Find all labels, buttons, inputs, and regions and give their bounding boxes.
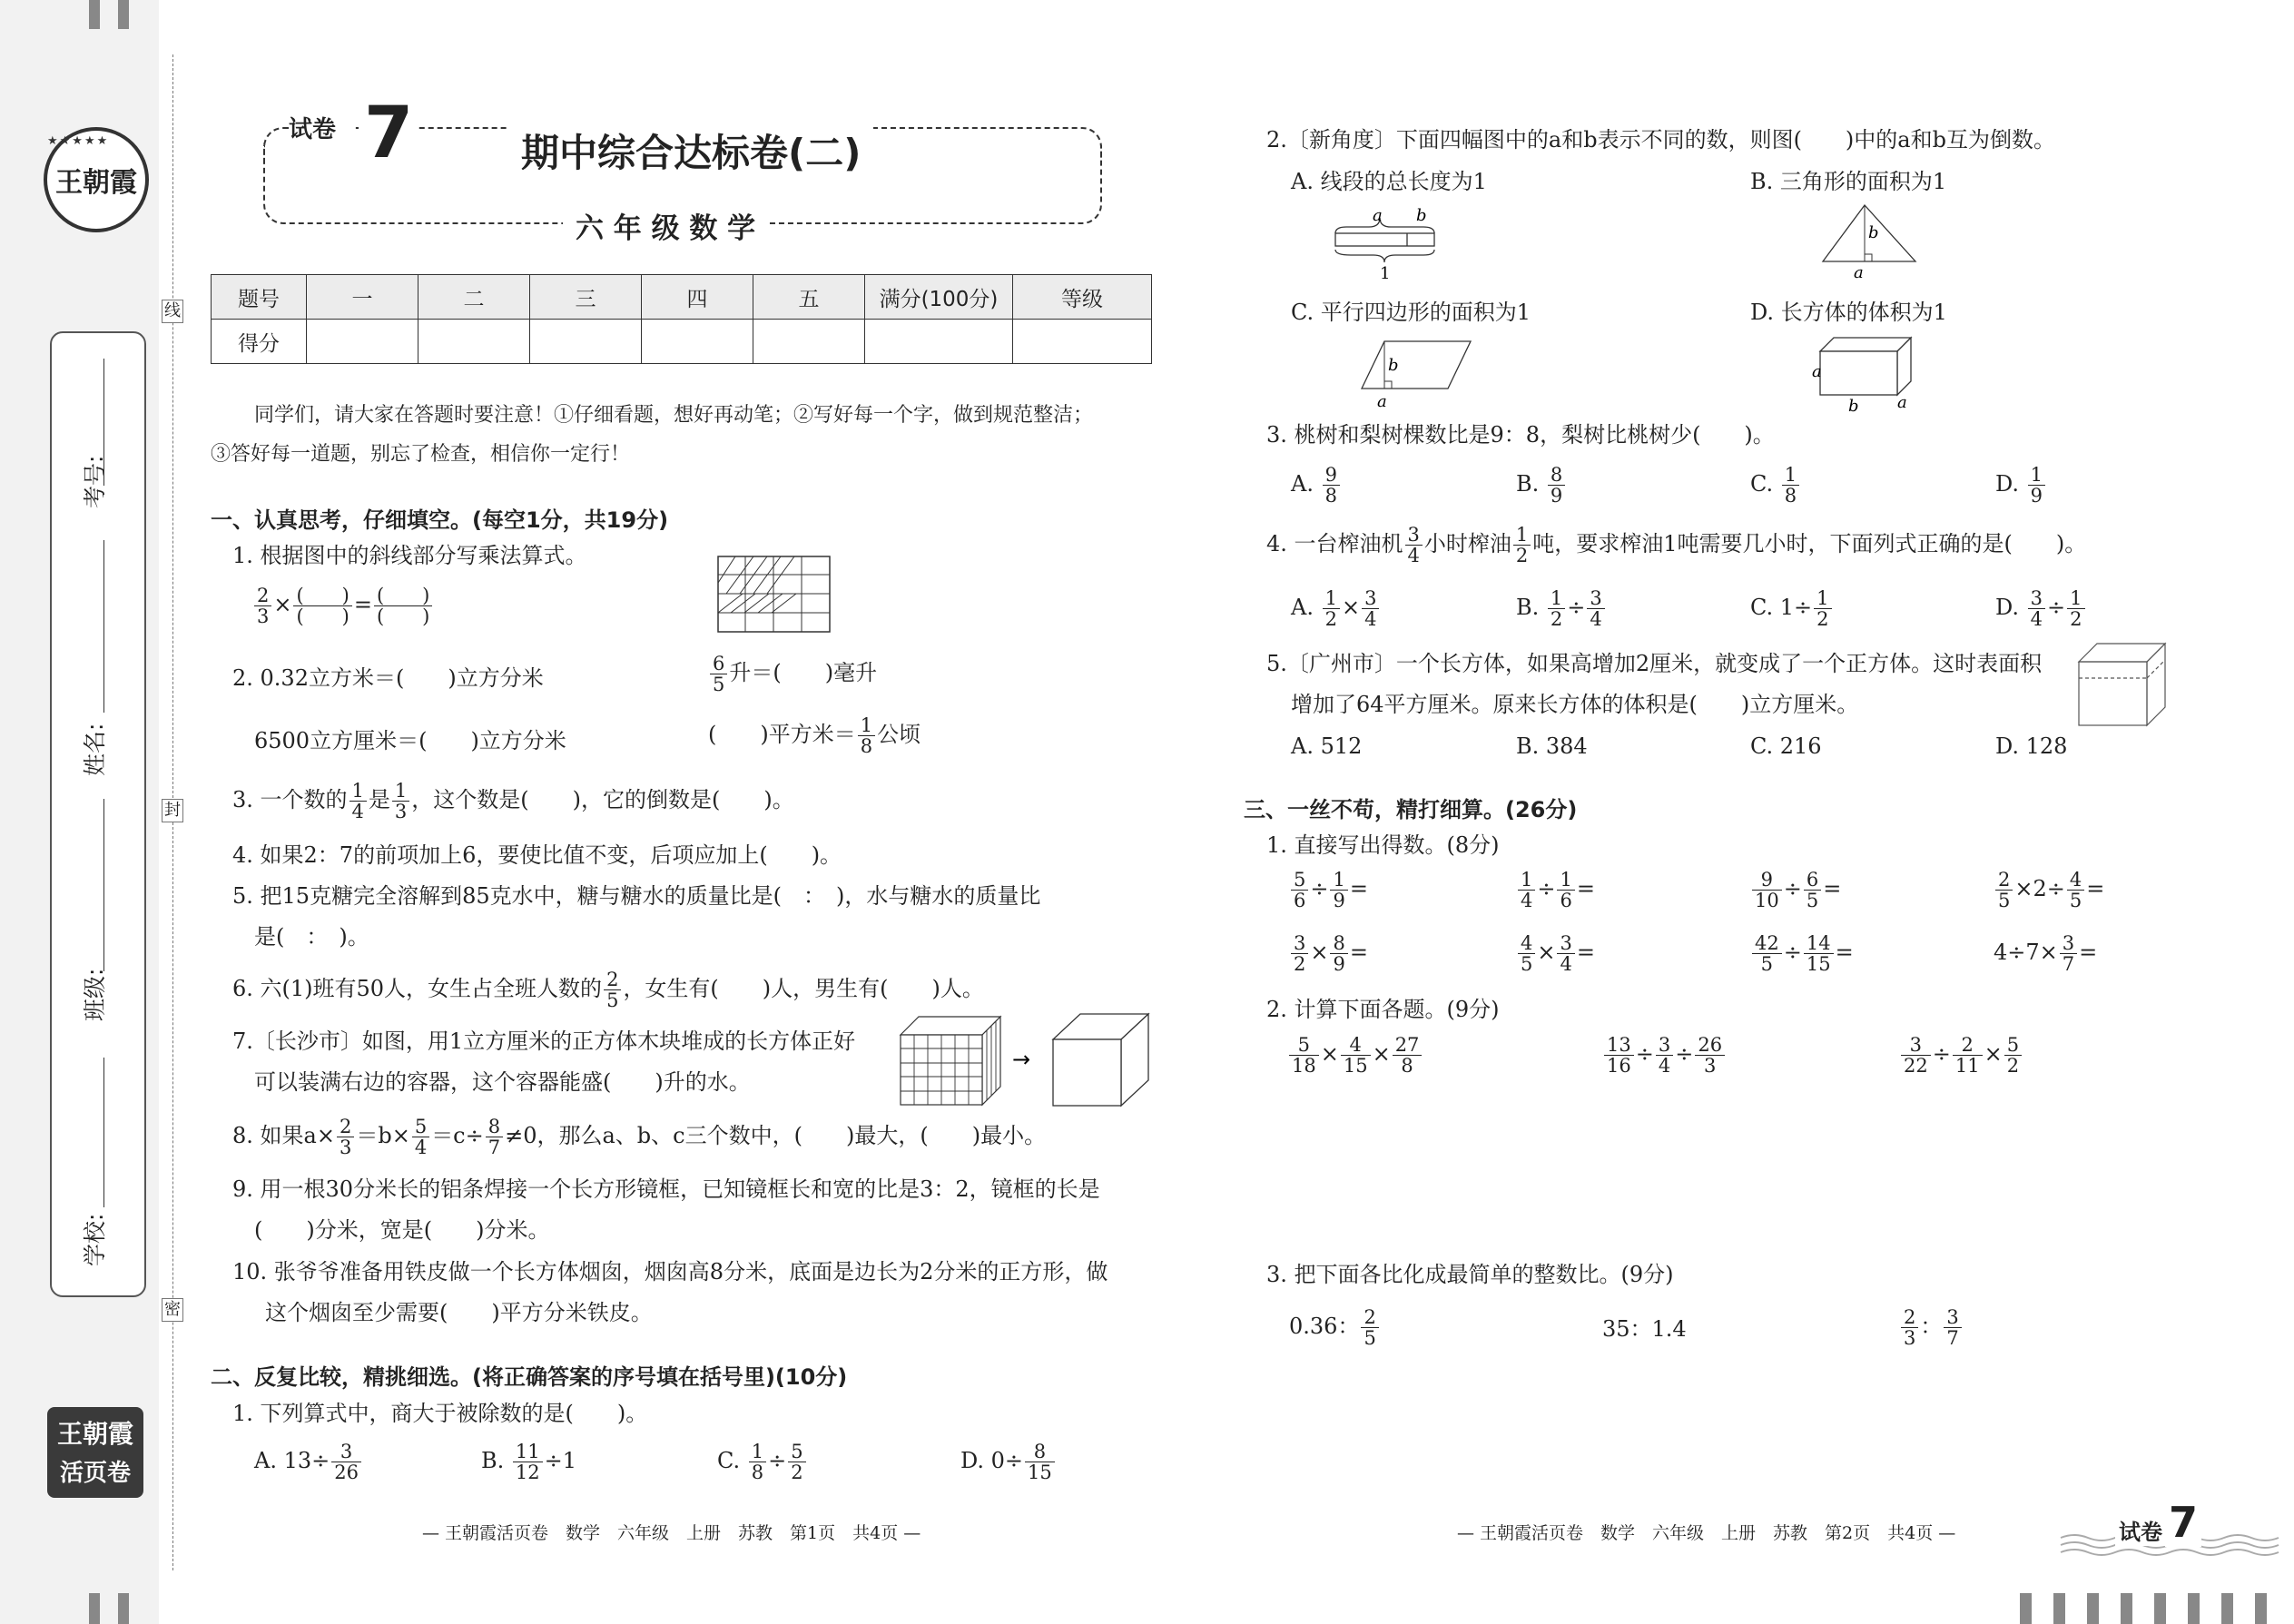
student-id-label: 考号: <box>82 455 108 508</box>
s3-q3-item: 0.36： $\frac{2}{5}$ <box>1289 1307 1381 1348</box>
section1-title: 一、认真思考，仔细填空。(每空1分，共19分) <box>211 507 669 533</box>
s2-q2-figure-triangle <box>1816 200 1925 281</box>
footer-right: — 王朝霞活页卷 数学 六年级 上册 苏教 第2页 共4页 — <box>1457 1523 1956 1543</box>
s2-q1-opt-a: A. 13÷ $\frac{3}{26}$ <box>254 1442 363 1482</box>
s1-q5a: 5. 把15克糖完全溶解到85克水中，糖与糖水的质量比是( ： )，水与糖水的质量比 <box>232 883 1041 909</box>
s2-q4-text: 小时榨油 <box>1423 531 1511 557</box>
top-stripe <box>89 0 100 29</box>
s3-q3-item: 35：1.4 <box>1602 1316 1687 1342</box>
s2-q1: 1. 下列算式中，商大于被除数的是( )。 <box>232 1401 648 1426</box>
s1-q2b: $\frac{6}{5}$ 升＝( )毫升 <box>708 654 877 694</box>
s2-q1-opt-b: B. $\frac{11}{12}$ ÷1 <box>481 1441 577 1484</box>
s1-q9b: ( )分米，宽是( )分米。 <box>254 1217 550 1243</box>
s1-q8-text: ≠0，那么a、b、c三个数中，( )最大，( )最小。 <box>505 1123 1047 1149</box>
s1-q2c: 6500立方厘米＝( )立方分米 <box>254 728 566 753</box>
s2-q5b: 增加了64平方厘米。原来长方体的体积是( )立方厘米。 <box>1291 692 1859 717</box>
bottom-stripe <box>118 1593 129 1624</box>
score-cell-head: 三 <box>530 275 642 320</box>
page-subtitle: 六 年 级 数 学 <box>563 205 768 246</box>
class-label: 班级: <box>82 968 108 1021</box>
s1-q3: 3. 一个数的 $\frac{1}{4}$ 是 $\frac{1}{3}$ ，这个数是( )，它的倒数是( )。 <box>232 780 794 823</box>
svg-text:b: b <box>1848 397 1859 416</box>
s2-q4-opt-b: B. $\frac{1}{2}$ ÷ $\frac{3}{4}$ <box>1516 588 1607 629</box>
s1-q7-cube-figures <box>899 1012 1153 1107</box>
s1-q10b: 这个烟囱至少需要( )平方分米铁皮。 <box>265 1300 653 1325</box>
svg-text:b: b <box>1388 356 1399 375</box>
intro-line1: 同学们，请大家在答题时要注意！①仔细看题，想好再动笔；②写好每一个字，做到规范整洁； <box>254 404 1094 427</box>
bottom-stripe <box>2020 1593 2032 1624</box>
s1-q1: 1. 根据图中的斜线部分写乘法算式。 <box>232 543 587 568</box>
score-input[interactable] <box>753 320 865 364</box>
s3-q2-item: $\frac{13}{16}$ ÷ $\frac{3}{4}$ ÷ $\frac{26}{3}$ <box>1602 1035 1727 1076</box>
student-name-label: 姓名: <box>82 723 108 776</box>
s2-q2-opt-a: A. 线段的总长度为1 <box>1291 169 1487 194</box>
svg-text:1: 1 <box>1380 264 1391 283</box>
exam-label: 试卷 <box>289 116 337 143</box>
s1-q1-formula: $\frac{2}{3}$ × $\frac{( )}{( )}$ = $\frac{( )}{( )}$ <box>252 586 434 626</box>
svg-text:a: a <box>1854 263 1864 282</box>
s2-q1-opt-c: C. $\frac{1}{8}$ ÷ $\frac{5}{2}$ <box>717 1442 808 1482</box>
s3-q1-item: $\frac{2}{5}$ ×2÷ $\frac{4}{5}$ = <box>1994 870 2104 910</box>
badge-line1: 王朝霞 <box>56 1419 133 1449</box>
binding-mark-fence: 密 <box>162 1298 183 1322</box>
score-input[interactable] <box>865 320 1013 364</box>
bottom-stripe <box>2221 1593 2233 1624</box>
s2-q4-text: 4. 一台榨油机 <box>1266 531 1403 557</box>
section3-title: 三、一丝不苟，精打细算。(26分) <box>1244 797 1578 822</box>
s1-q6: 6. 六(1)班有50人，女生占全班人数的 $\frac{2}{5}$ ，女生有( )人，男生有( )人。 <box>232 969 984 1012</box>
student-id-field[interactable] <box>103 359 104 486</box>
score-input[interactable] <box>1013 320 1152 364</box>
svg-text:→: → <box>1012 1047 1031 1072</box>
s1-q2d: ( )平方米＝ $\frac{1}{8}$ 公顷 <box>708 714 921 758</box>
bottom-stripe <box>2154 1593 2166 1624</box>
s1-q9a: 9. 用一根30分米长的铝条焊接一个长方形镜框，已知镜框长和宽的比是3：2，镜框的长是 <box>232 1176 1100 1202</box>
s3-q1: 1. 直接写出得数。(8分) <box>1266 832 1500 858</box>
s1-q8-text: ＝b× <box>356 1123 410 1149</box>
s2-q4-opt-a: A. $\frac{1}{2}$ × $\frac{3}{4}$ <box>1291 588 1381 629</box>
school-field[interactable] <box>103 1058 104 1207</box>
s1-q8-text: 8. 如果a× <box>232 1123 335 1149</box>
svg-text:a: a <box>1812 362 1822 381</box>
s2-q5-opt-c: C. 216 <box>1750 733 1822 759</box>
s2-q2-figure-parallelogram <box>1357 336 1475 411</box>
s3-q1-item: $\frac{42}{5}$ ÷ $\frac{14}{15}$ = <box>1750 933 1854 974</box>
s2-q2-opt-b: B. 三角形的面积为1 <box>1750 169 1947 194</box>
score-cell: 得分 <box>212 320 307 364</box>
school-label: 学校: <box>82 1213 108 1266</box>
s2-q3: 3. 桃树和梨树棵数比是9：8，梨树比桃树少( )。 <box>1266 422 1775 448</box>
score-input[interactable] <box>307 320 418 364</box>
svg-text:b: b <box>1868 223 1879 242</box>
s1-q2d-text2: 公顷 <box>877 722 921 748</box>
s2-q3-opt-b: B. $\frac{8}{9}$ <box>1516 465 1567 506</box>
s1-q8: 8. 如果a× $\frac{2}{3}$ ＝b× $\frac{5}{4}$ ＝c÷ $\frac{8}{7}$ ≠0，那么a、b、c三个数中，( )最大，( )最小。 <box>232 1116 1047 1159</box>
score-cell-head: 满分(100分) <box>865 275 1013 320</box>
binding-mark-line: 线 <box>162 300 183 323</box>
s1-q7b: 可以装满右边的容器，这个容器能盛( )升的水。 <box>254 1069 751 1095</box>
s1-q3-text: 是 <box>368 787 390 813</box>
s1-q2d-text: ( )平方米＝ <box>708 722 856 748</box>
s3-q1-item: 4÷7× $\frac{3}{7}$ = <box>1994 932 2098 976</box>
s2-q5a: 5.〔广州市〕一个长方体，如果高增加2厘米，就变成了一个正方体。这时表面积 <box>1266 651 2043 676</box>
class-field[interactable] <box>103 799 104 971</box>
bottom-stripe <box>89 1593 100 1624</box>
bottom-stripe <box>2188 1593 2200 1624</box>
s2-q5-opt-a: A. 512 <box>1291 733 1363 759</box>
intro-line2: ③答好每一道题，别忘了检查，相信你一定行！ <box>211 443 631 466</box>
svg-text:b: b <box>1416 206 1427 225</box>
s2-q2-figure-segment <box>1333 204 1442 281</box>
exam-number: 7 <box>359 98 418 169</box>
s2-q2-opt-c: C. 平行四边形的面积为1 <box>1291 300 1531 325</box>
s3-q1-item: $\frac{1}{4}$ ÷ $\frac{1}{6}$ = <box>1516 870 1595 910</box>
s2-q2-opt-d: D. 长方体的体积为1 <box>1750 300 1947 325</box>
s3-q2-item: $\frac{5}{18}$ × $\frac{4}{15}$ × $\frac{27}{8}$ <box>1287 1035 1423 1076</box>
s2-q1-opt-d: D. 0÷ $\frac{8}{15}$ <box>960 1442 1057 1482</box>
s3-q1-item: $\frac{9}{10}$ ÷ $\frac{6}{5}$ = <box>1750 870 1841 910</box>
s2-q4-opt-c: C. 1÷ $\frac{1}{2}$ <box>1750 588 1834 629</box>
s2-q5-opt-d: D. 128 <box>1995 733 2068 759</box>
top-stripe <box>118 0 129 29</box>
s1-q2b-text: 升＝( )毫升 <box>729 660 878 686</box>
s3-q1-item: $\frac{5}{6}$ ÷ $\frac{1}{9}$ = <box>1289 870 1368 910</box>
section2-title: 二、反复比较，精挑细选。(将正确答案的序号填在括号里)(10分) <box>211 1364 848 1390</box>
score-cell-head: 等级 <box>1013 275 1152 320</box>
bottom-stripe <box>2053 1593 2065 1624</box>
s1-q6-text: 6. 六(1)班有50人，女生占全班人数的 <box>232 976 603 1002</box>
score-table <box>211 274 1152 364</box>
s3-q2: 2. 计算下面各题。(9分) <box>1266 997 1500 1022</box>
s2-q2: 2.〔新角度〕下面四幅图中的a和b表示不同的数，则图( )中的a和b互为倒数。 <box>1266 127 2055 153</box>
bottom-stripe <box>2121 1593 2132 1624</box>
score-input[interactable] <box>418 320 530 364</box>
score-cell-head: 四 <box>642 275 753 320</box>
s3-q1-item: $\frac{3}{2}$ × $\frac{8}{9}$ = <box>1289 933 1368 974</box>
s1-q5b: 是( ： )。 <box>254 924 369 950</box>
s1-q8-text: ＝c÷ <box>431 1123 484 1149</box>
bottom-stripe <box>2087 1593 2099 1624</box>
badge-line2: 活页卷 <box>59 1460 131 1487</box>
s1-q3-text: 3. 一个数的 <box>232 787 348 813</box>
s3-q3: 3. 把下面各比化成最简单的整数比。(9分) <box>1266 1262 1674 1287</box>
s3-q2-item: $\frac{3}{22}$ ÷ $\frac{2}{11}$ × $\frac{5}{2}$ <box>1899 1035 2023 1076</box>
svg-text:a: a <box>1373 206 1383 225</box>
s1-q4: 4. 如果2：7的前项加上6，要使比值不变，后项应加上( )。 <box>232 842 842 868</box>
star-row-icon: ★★★★★ <box>47 134 110 148</box>
s3-q3-item: $\frac{2}{3}$ ： $\frac{3}{7}$ <box>1899 1307 1964 1348</box>
s1-q2a: 2. 0.32立方米＝( )立方分米 <box>232 665 544 691</box>
s2-q5-cube-figure <box>2074 640 2170 731</box>
s2-q3-opt-a: A. $\frac{9}{8}$ <box>1291 465 1342 506</box>
student-name-field[interactable] <box>103 540 104 713</box>
s1-q7a: 7.〔长沙市〕如图，用1立方厘米的正方体木块堆成的长方体正好 <box>232 1029 856 1054</box>
s2-q4-opt-d: D. $\frac{3}{4}$ ÷ $\frac{1}{2}$ <box>1995 588 2087 629</box>
svg-text:a: a <box>1897 393 1907 412</box>
bottom-stripe <box>2255 1593 2267 1624</box>
score-input[interactable] <box>642 320 753 364</box>
s1-q3-text: ，这个数是( )，它的倒数是( )。 <box>411 787 794 813</box>
binding-mark-seal: 封 <box>162 799 183 822</box>
score-cell-head: 五 <box>753 275 865 320</box>
s1-q6-text: ，女生有( )人，男生有( )人。 <box>623 976 984 1002</box>
footer-left: — 王朝霞活页卷 数学 六年级 上册 苏教 第1页 共4页 — <box>422 1523 921 1543</box>
exam-label-badge <box>289 111 352 151</box>
page-title: 期中综合达标卷(二) <box>508 123 873 178</box>
score-input[interactable] <box>530 320 642 364</box>
score-cell-head: 题号 <box>212 275 307 320</box>
brand-logo-text: 王朝霞 <box>55 167 137 199</box>
s2-q4: 4. 一台榨油机 $\frac{3}{4}$ 小时榨油 $\frac{1}{2}$ 吨，要求榨油1吨需要几小时，下面列式正确的是( )。 <box>1266 524 2087 567</box>
score-cell-head: 二 <box>418 275 530 320</box>
s2-q4-text: 吨，要求榨油1吨需要几小时，下面列式正确的是( )。 <box>1532 531 2087 557</box>
footer-exam-number: 7 <box>2165 1498 2201 1547</box>
s2-q5-opt-b: B. 384 <box>1516 733 1588 759</box>
s1-q1-grid-figure <box>717 556 831 633</box>
score-cell-head: 一 <box>307 275 418 320</box>
s2-q3-opt-c: C. $\frac{1}{8}$ <box>1750 465 1801 506</box>
svg-text:a: a <box>1377 392 1387 411</box>
footer-exam-label: 试卷 <box>2115 1514 2166 1546</box>
s2-q3-opt-d: D. $\frac{1}{9}$ <box>1995 465 2047 506</box>
brand-badge <box>47 1407 143 1498</box>
s3-q1-item: $\frac{4}{5}$ × $\frac{3}{4}$ = <box>1516 933 1595 974</box>
s2-q2-figure-cuboid <box>1812 331 1929 416</box>
s1-q10a: 10. 张爷爷准备用铁皮做一个长方体烟囱，烟囱高8分米，底面是边长为2分米的正方形，做 <box>232 1259 1108 1284</box>
